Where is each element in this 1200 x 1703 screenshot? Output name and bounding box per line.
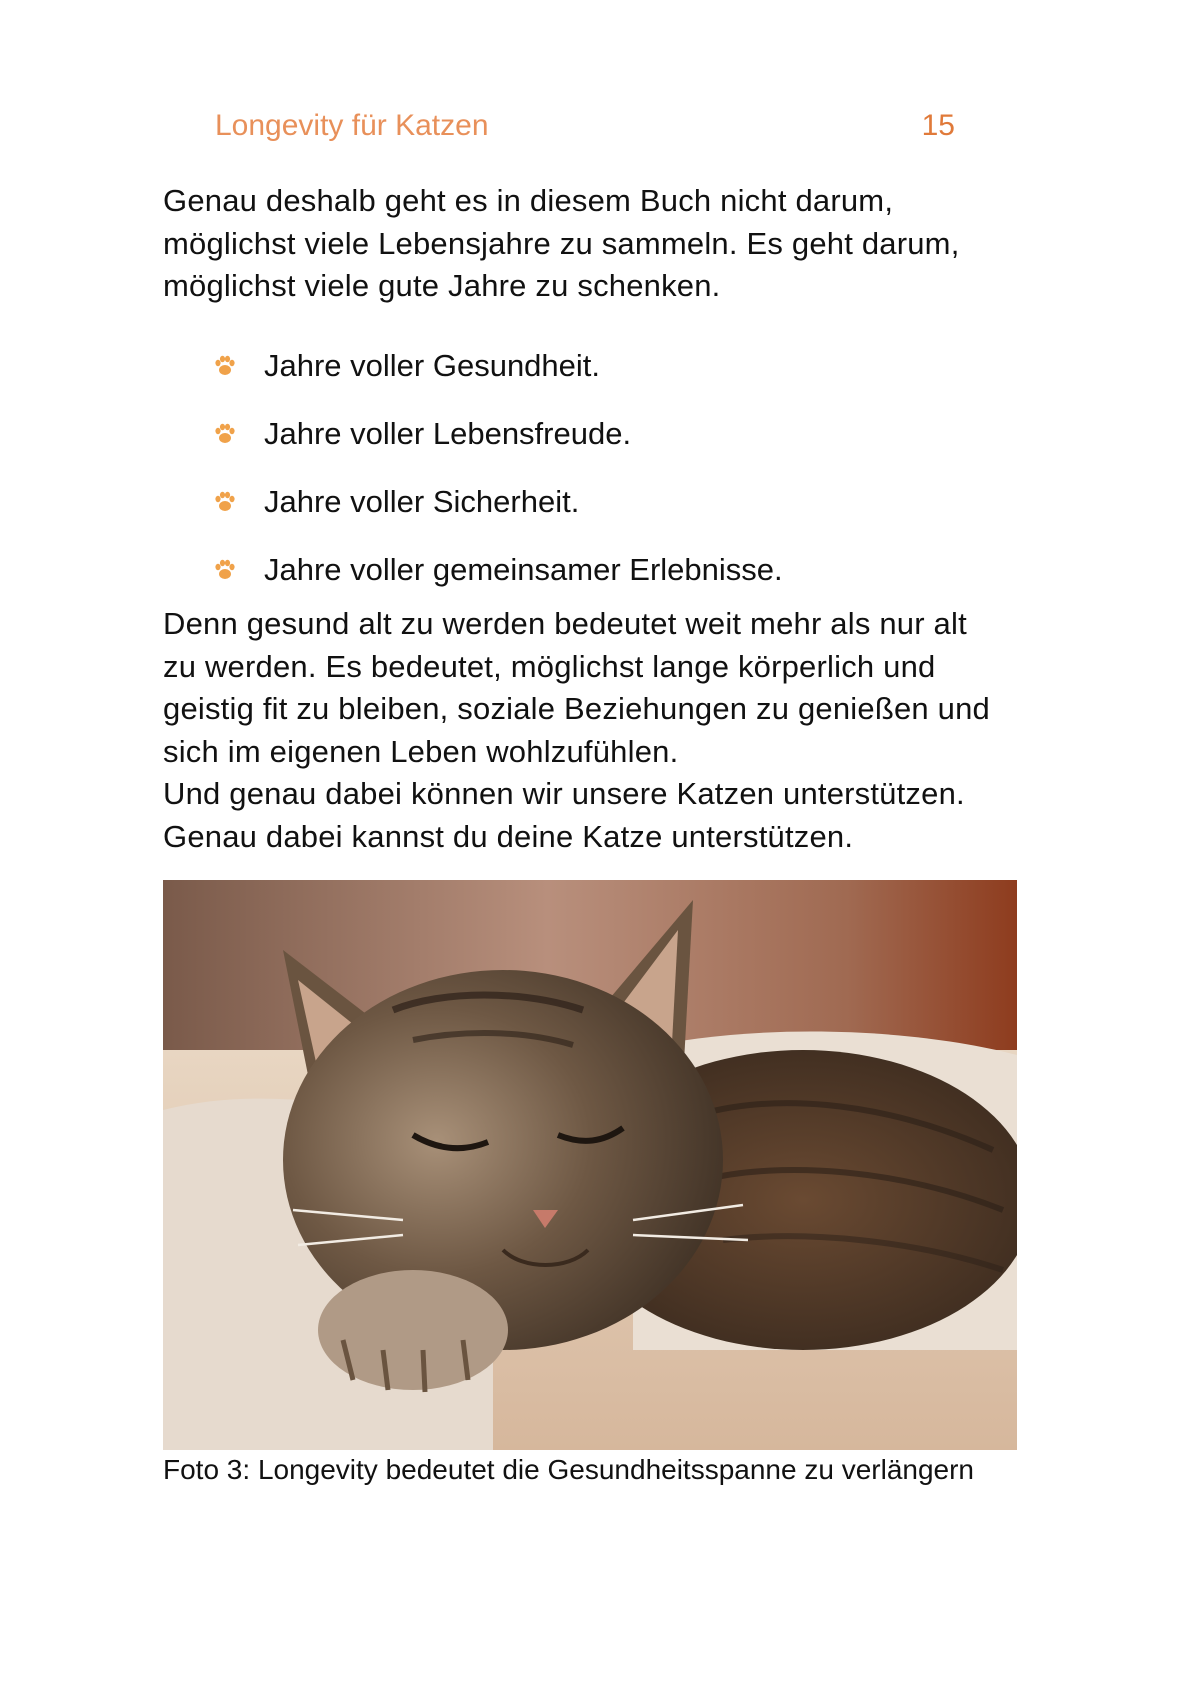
photo-caption: Foto 3: Longevity bedeutet die Gesundheitsspanne zu verlängern [163, 1454, 975, 1485]
bullet-text: Jahre voller Lebensfreude. [264, 416, 632, 451]
bullet-text: Jahre voller Sicherheit. [264, 484, 580, 519]
list-item [212, 332, 783, 400]
paw-icon [212, 557, 238, 583]
sleeping-cat-illustration [163, 880, 1017, 1450]
paragraph-line: Genau deshalb geht es in diesem Buch nicht darum, [163, 183, 894, 218]
paragraph-line: Denn gesund alt zu werden bedeutet weit mehr als nur alt [163, 606, 967, 641]
paragraph-line: Genau dabei kannst du deine Katze unterstützen. [163, 818, 854, 854]
paragraph-line: möglichst viele Lebensjahre zu sammeln. Es geht darum, [163, 225, 960, 261]
running-header [215, 104, 955, 148]
page-number: 15 [921, 109, 955, 142]
cat-photo [163, 880, 1017, 1450]
paragraph-line: möglichst viele gute Jahre zu schenken. [163, 268, 721, 303]
paw-icon [212, 421, 238, 447]
book-title: Longevity für Katzen [215, 109, 489, 142]
paragraph-main [163, 603, 1043, 858]
paragraph-line: geistig fit zu bleiben, soziale Beziehungen zu genießen und [163, 691, 990, 726]
paw-icon [212, 353, 238, 379]
bullet-text: Jahre voller Gesundheit. [264, 348, 601, 383]
paw-icon [212, 489, 238, 515]
list-item [212, 400, 783, 468]
paragraph-line: sich im eigenen Leben wohlzufühlen. [163, 733, 679, 769]
list-item [212, 536, 783, 604]
paragraph-line: Und genau dabei können wir unsere Katzen unterstützen. [163, 776, 965, 811]
paragraph-intro [163, 180, 1043, 308]
paragraph-line: zu werden. Es bedeutet, möglichst lange körperlich und [163, 648, 936, 684]
list-item [212, 468, 783, 536]
bullet-text: Jahre voller gemeinsamer Erlebnisse. [264, 552, 783, 587]
bullet-list [212, 332, 783, 604]
